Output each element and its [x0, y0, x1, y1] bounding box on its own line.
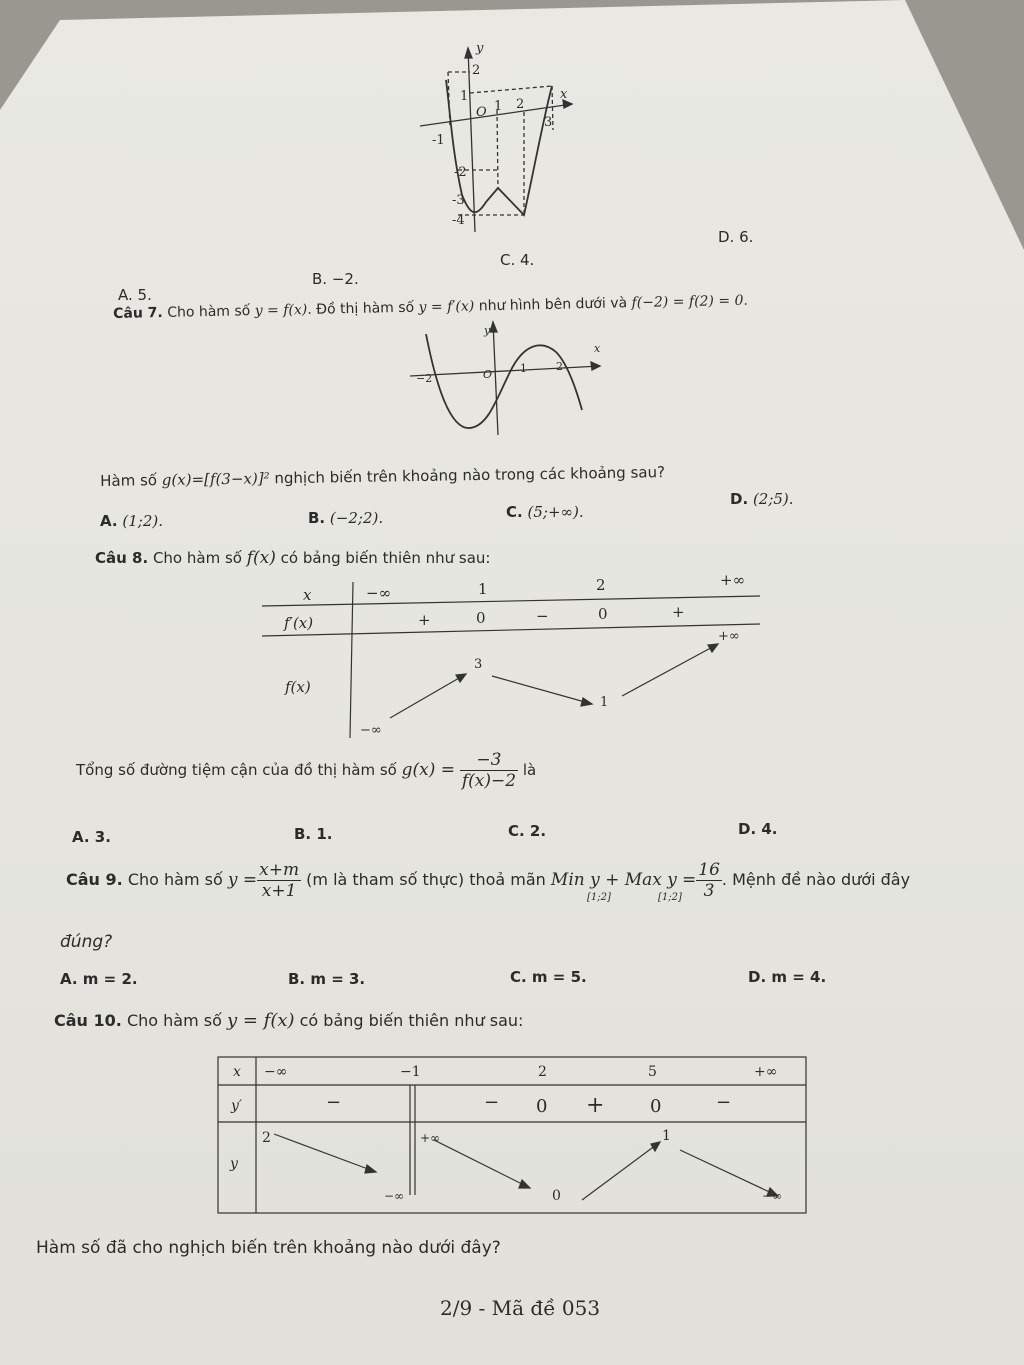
svg-text:y: y: [476, 41, 484, 56]
q8-g-den: f(x)−2: [461, 771, 517, 791]
q7-option-b-value: (−2;2).: [329, 509, 384, 527]
q7-deriv: y = f′(x): [418, 298, 475, 316]
q10-y-value: +∞: [420, 1131, 441, 1145]
prev-option-c[interactable]: C. 4.: [500, 251, 535, 269]
q7-question-prefix: Hàm số: [100, 471, 158, 490]
q9-rhs-den: 3: [703, 881, 715, 901]
svg-text:2: 2: [472, 63, 481, 78]
q8-x-value: −∞: [366, 584, 392, 602]
q8-option-c[interactable]: C. 2.: [508, 822, 547, 840]
q10-text2: có bảng biến thiên như sau:: [299, 1011, 524, 1030]
q10-sign: +: [586, 1093, 605, 1118]
q10-sign: −: [326, 1092, 342, 1113]
q10-x-label: x: [233, 1064, 241, 1080]
q9-rhs-num: 16: [698, 860, 720, 880]
q8-question-text: Tổng số đường tiệm cận của đồ thị hàm số: [76, 761, 397, 779]
q9-rhs-eq: =: [682, 870, 697, 890]
svg-text:-1: -1: [432, 133, 445, 148]
svg-text:1: 1: [520, 362, 527, 375]
q7-option-b-label: B.: [308, 509, 326, 527]
q7-option-d-label: D.: [730, 490, 749, 508]
q8-fp-label: f′(x): [284, 614, 314, 632]
q8-f-label: f(x): [285, 678, 311, 696]
q10-x-value: −∞: [264, 1064, 288, 1080]
svg-text:x: x: [560, 87, 568, 102]
q9-text2: . Mệnh đề nào dưới đây: [721, 870, 911, 889]
svg-text:1: 1: [494, 99, 503, 114]
svg-text:O: O: [476, 105, 487, 120]
q10-func: y = f(x): [226, 1010, 295, 1031]
q10-sign: −: [484, 1092, 500, 1113]
q10-y-value: 0: [552, 1188, 561, 1204]
q9-label: Câu 9.: [66, 870, 123, 889]
svg-text:2: 2: [556, 360, 563, 373]
svg-text:x: x: [594, 342, 601, 355]
q8-text2: có bảng biến thiên như sau:: [280, 549, 491, 567]
q10-y-value: 2: [262, 1130, 271, 1146]
q9-interval-max: [1;2]: [658, 892, 682, 903]
svg-text:3: 3: [544, 115, 553, 130]
q8-sign: 0: [598, 605, 608, 623]
q9-param: (m là tham số thực) thoả mãn: [306, 870, 546, 889]
q8-label: Câu 8.: [95, 549, 149, 567]
q8-f-value: +∞: [718, 629, 740, 644]
q10-label: Câu 10.: [54, 1011, 122, 1030]
q8-x-value: 2: [596, 576, 606, 594]
q7-option-c-value: (5;+∞).: [527, 503, 584, 521]
q10-y-label: y: [230, 1156, 238, 1172]
q10-x-value: −1: [400, 1064, 421, 1080]
q8-sign: +: [672, 603, 685, 621]
q8-g-lhs: g(x) =: [401, 760, 456, 780]
q8-g-num: −3: [460, 750, 518, 771]
q7-question-suffix: nghịch biến trên khoảng nào trong các khoảng sau?: [274, 463, 666, 488]
q8-text: Cho hàm số: [152, 549, 242, 567]
q10-y-value: 1: [662, 1128, 671, 1144]
q8-f-value: 1: [600, 695, 609, 710]
q7-text3: như hình bên dưới và: [478, 295, 628, 315]
q10-sign: 0: [650, 1096, 662, 1117]
q10-sign: 0: [536, 1096, 548, 1117]
q8-x-label: x: [303, 586, 312, 604]
q7-text2: . Đồ thị hàm số: [307, 299, 415, 318]
svg-text:-4: -4: [452, 213, 465, 228]
q10-x-value: 2: [538, 1064, 547, 1080]
q9-den: x+1: [261, 881, 297, 901]
svg-text:2: 2: [516, 97, 525, 112]
prev-option-a[interactable]: A. 5.: [118, 286, 152, 304]
q9-text: Cho hàm số: [127, 870, 223, 889]
svg-text:−2: −2: [416, 372, 433, 385]
svg-text:-2: -2: [454, 165, 467, 180]
q9-option-c[interactable]: C. m = 5.: [510, 968, 587, 986]
q10-y-value: −∞: [384, 1189, 405, 1203]
q8-sign: 0: [476, 609, 486, 627]
q8-question-end: là: [522, 761, 537, 779]
q8-func: f(x): [246, 548, 276, 568]
q7-text: Cho hàm số: [167, 303, 251, 321]
q8-x-value: 1: [478, 580, 488, 598]
q10-y-value: −∞: [762, 1189, 783, 1203]
q8-sign: +: [418, 611, 431, 629]
prev-option-d[interactable]: D. 6.: [718, 228, 754, 246]
svg-text:1: 1: [460, 89, 469, 104]
q7-option-a-label: A.: [100, 512, 118, 530]
q10-sign: −: [716, 1092, 732, 1113]
q7-option-a-value: (1;2).: [122, 512, 163, 530]
q7-g-expr: g(x)=[f(3−x)]²: [161, 469, 270, 490]
q9-min-max: Min y + Max y: [550, 870, 677, 890]
q7-option-d-value: (2;5).: [752, 490, 794, 508]
q9-interval-min: [1;2]: [587, 892, 611, 903]
q9-num: x+m: [259, 860, 300, 880]
q7-label: Câu 7.: [113, 304, 163, 322]
q8-x-value: +∞: [720, 571, 746, 589]
q7-func: y = f(x): [254, 301, 308, 320]
q10-x-value: 5: [648, 1064, 657, 1080]
q9-y-lhs: y =: [227, 870, 258, 890]
q7-cond: f(−2) = f(2) = 0.: [631, 292, 749, 312]
q9-option-a[interactable]: A. m = 2.: [60, 970, 138, 988]
svg-text:O: O: [483, 368, 493, 381]
svg-text:y: y: [484, 324, 491, 337]
q10-question: Hàm số đã cho nghịch biến trên khoảng nào dưới đây?: [36, 1238, 501, 1258]
q9-text3: đúng?: [60, 932, 113, 952]
q10-text: Cho hàm số: [126, 1011, 222, 1030]
prev-option-b[interactable]: B. −2.: [312, 270, 359, 288]
q7-option-c-label: C.: [506, 503, 523, 521]
q9-option-b[interactable]: B. m = 3.: [288, 970, 366, 988]
q8-sign: −: [536, 607, 549, 625]
q8-option-d[interactable]: D. 4.: [738, 820, 778, 838]
q8-option-a[interactable]: A. 3.: [72, 828, 111, 846]
q8-f-value: 3: [474, 657, 483, 672]
q8-option-b[interactable]: B. 1.: [294, 825, 333, 843]
q9-option-d[interactable]: D. m = 4.: [748, 968, 827, 986]
q8-f-value: −∞: [360, 723, 382, 738]
svg-text:-3: -3: [452, 193, 465, 208]
q10-x-value: +∞: [754, 1064, 778, 1080]
page-footer: 2/9 - Mã đề 053: [440, 1296, 601, 1320]
q10-yp-label: y′: [231, 1098, 243, 1114]
